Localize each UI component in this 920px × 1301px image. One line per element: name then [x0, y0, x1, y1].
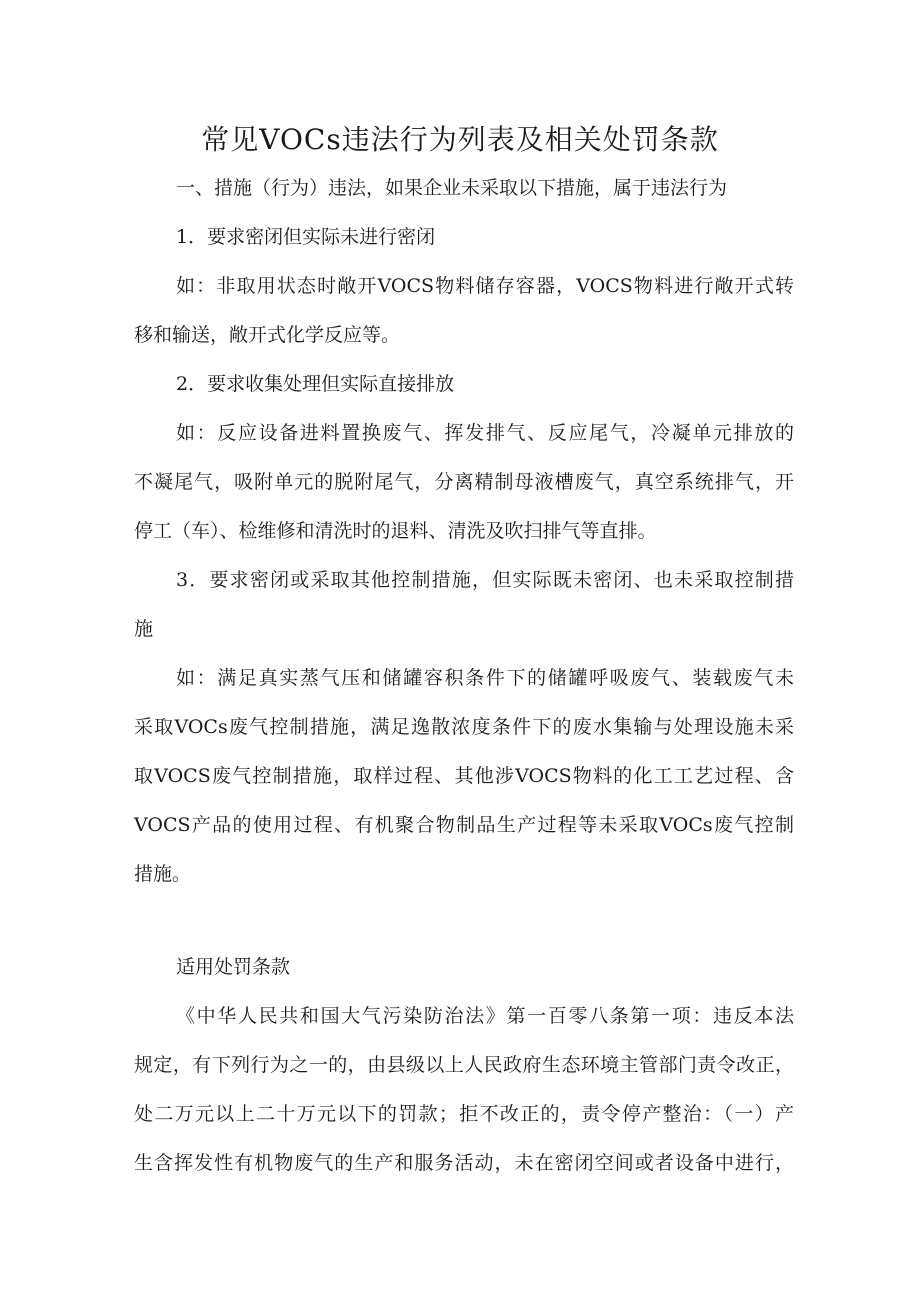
section-heading: 适用处罚条款 [176, 956, 291, 978]
paragraph-line: 如：满足真实蒸气压和储罐容积条件下的储罐呼吸废气、装载废气未 [176, 667, 794, 689]
paragraph-line: VOCS产品的使用过程、有机聚合物制品生产过程等未采取VOCs废气控制 [134, 814, 794, 836]
paragraph-line: 停工（车）、检维修和清洗时的退料、清洗及吹扫排气等直排。 [134, 520, 657, 542]
item-heading: 1．要求密闭但实际未进行密闭 [176, 226, 436, 248]
paragraph-line: 处二万元以上二十万元以下的罚款；拒不改正的，责令停产整治：（一）产 [134, 1103, 794, 1125]
paragraph-line: 移和输送，敞开式化学反应等。 [134, 324, 401, 346]
paragraph-line: 不凝尾气，吸附单元的脱附尾气，分离精制母液槽废气，真空系统排气，开 [134, 471, 794, 493]
document-title: 常见VOCs违法行为列表及相关处罚条款 [201, 123, 719, 156]
item-heading: 3．要求密闭或采取其他控制措施，但实际既未密闭、也未采取控制措 [176, 569, 794, 591]
paragraph-line: 如：反应设备进料置换废气、挥发排气、反应尾气，冷凝单元排放的 [176, 422, 794, 444]
item-heading: 2．要求收集处理但实际直接排放 [176, 373, 455, 395]
paragraph-line: 采取VOCs废气控制措施，满足逸散浓度条件下的废水集输与处理设施未采 [134, 716, 794, 738]
paragraph-line: 规定，有下列行为之一的，由县级以上人民政府生态环境主管部门责令改正， [134, 1054, 794, 1076]
paragraph-line: 《中华人民共和国大气污染防治法》第一百零八条第一项：违反本法 [176, 1005, 794, 1027]
paragraph-line: 取VOCS废气控制措施，取样过程、其他涉VOCS物料的化工工艺过程、含 [134, 765, 794, 787]
paragraph-line: 生含挥发性有机物废气的生产和服务活动，未在密闭空间或者设备中进行， [134, 1152, 794, 1174]
paragraph-line: 措施。 [134, 863, 192, 885]
paragraph-line: 如：非取用状态时敞开VOCS物料储存容器，VOCS物料进行敞开式转 [176, 275, 794, 297]
item-heading: 施 [134, 618, 154, 640]
section-heading: 一、措施（行为）违法，如果企业未采取以下措施，属于违法行为 [176, 177, 728, 199]
